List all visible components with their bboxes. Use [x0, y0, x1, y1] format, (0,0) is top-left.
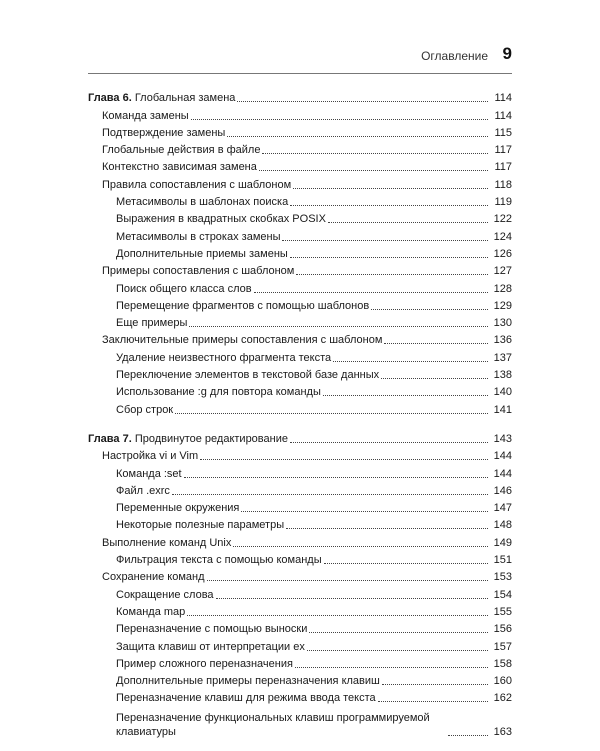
dot-leader: [290, 257, 488, 258]
dot-leader: [262, 153, 488, 154]
dot-leader: [323, 395, 488, 396]
toc-entry-title: Сохранение команд: [102, 571, 205, 584]
toc-entry-title: Некоторые полезные параметры: [116, 519, 285, 532]
toc-page-number: 130: [493, 317, 512, 330]
toc-page-number: 149: [493, 536, 512, 549]
dot-leader: [172, 494, 488, 495]
dot-leader: [254, 292, 488, 293]
dot-leader: [328, 222, 488, 223]
toc-entry-title: Пример сложного переназначения: [116, 657, 293, 670]
dot-leader: [290, 205, 488, 206]
toc-entry[interactable]: [88, 244, 512, 261]
toc-page-number: 155: [493, 605, 512, 618]
dot-leader: [448, 735, 488, 736]
toc-entry-title: Использование :g для повтора команды: [116, 386, 321, 399]
toc-page-number: 144: [493, 450, 512, 463]
toc-chapter: [88, 88, 512, 417]
toc-entry-title: Глобальные действия в файле: [102, 144, 261, 157]
dot-leader: [286, 528, 488, 529]
toc-entry-title: Дополнительные приемы замены: [116, 247, 288, 260]
toc-chapter-title: [88, 433, 288, 446]
toc-entry[interactable]: [88, 399, 512, 416]
toc-page-number: 114: [494, 92, 512, 105]
toc-entry-title: Подтверждение замены: [102, 126, 226, 139]
toc-page-number: 162: [493, 692, 512, 705]
dot-leader: [184, 477, 488, 478]
toc-entry[interactable]: [88, 261, 512, 278]
page-number: 9: [502, 44, 512, 63]
dot-leader: [191, 119, 488, 120]
header-divider: [88, 73, 512, 74]
dot-leader: [307, 650, 488, 651]
running-header-title: Оглавление: [421, 49, 488, 63]
toc-entry-title: Сокращение слова: [116, 588, 214, 601]
toc-page-number: 156: [493, 623, 512, 636]
toc-entry-title: Переменные окружения: [116, 502, 240, 515]
toc-page-number: 140: [493, 386, 512, 399]
dot-leader: [371, 309, 488, 310]
toc-chapter-heading[interactable]: [88, 429, 512, 446]
toc-page-number: 117: [494, 161, 512, 174]
dot-leader: [237, 101, 488, 102]
toc-entry-title: Выражения в квадратных скобках POSIX: [116, 213, 326, 226]
toc-entry[interactable]: [88, 550, 512, 567]
dot-leader: [175, 413, 488, 414]
toc-entry-title: Дополнительные примеры переназначения клавиш: [116, 675, 380, 688]
toc-entry-title: Заключительные примеры сопоставления с шаблоном: [102, 334, 383, 347]
toc-page-number: 126: [493, 247, 512, 260]
toc-page-number: 148: [493, 519, 512, 532]
toc-page-number: 147: [493, 502, 512, 515]
toc-entry[interactable]: [88, 192, 512, 209]
toc-page-number: 114: [494, 109, 512, 122]
toc-entry-title: Перемещение фрагментов с помощью шаблонов: [116, 299, 370, 312]
toc-entry[interactable]: [88, 463, 512, 480]
toc-entry[interactable]: [88, 584, 512, 601]
toc-page-number: 115: [494, 126, 512, 139]
toc-chapter-prefix: Глава 6.: [88, 92, 132, 105]
dot-leader: [384, 343, 488, 344]
toc-entry-title: Выполнение команд Unix: [102, 536, 232, 549]
dot-leader: [282, 240, 488, 241]
dot-leader: [259, 170, 488, 171]
toc-entry-title: Правила сопоставления с шаблоном: [102, 178, 292, 191]
dot-leader: [295, 667, 488, 668]
toc-entry[interactable]: [88, 688, 512, 705]
toc-page-number: 128: [493, 282, 512, 295]
toc-page-number: 146: [493, 484, 512, 497]
toc-page-number: 129: [493, 299, 512, 312]
dot-leader: [207, 580, 489, 581]
toc-entry-title: Фильтрация текста с помощью команды: [116, 554, 322, 567]
toc-entry-title: Переключение элементов в текстовой базе данных: [116, 369, 380, 382]
toc-entry[interactable]: [88, 671, 512, 688]
dot-leader: [381, 378, 488, 379]
dot-leader: [333, 361, 488, 362]
toc-entry[interactable]: [88, 602, 512, 619]
toc-page-number: 124: [493, 230, 512, 243]
dot-leader: [324, 563, 488, 564]
toc-entry[interactable]: [88, 105, 512, 122]
dot-leader: [382, 684, 488, 685]
toc-page-number: 141: [493, 403, 512, 416]
dot-leader: [227, 136, 488, 137]
toc-entry[interactable]: [88, 446, 512, 463]
toc-entry[interactable]: [88, 226, 512, 243]
toc-page-number: 160: [493, 675, 512, 688]
toc-entry[interactable]: [88, 157, 512, 174]
toc-page-number: 163: [493, 726, 512, 739]
running-header: [88, 44, 512, 70]
toc-entry-title: Команда :set: [116, 467, 182, 480]
toc-entry-title: Переназначение клавиш для режима ввода текста: [116, 692, 376, 705]
toc-page-number: 158: [493, 657, 512, 670]
toc-entry[interactable]: [88, 654, 512, 671]
dot-leader: [296, 274, 488, 275]
dot-leader: [189, 326, 488, 327]
toc-entry-title: Команда замены: [102, 109, 189, 122]
toc-entry[interactable]: [88, 619, 512, 636]
toc-entry-title: Переназначение функциональных клавиш программируемой клавиатуры: [116, 712, 430, 739]
toc-entry-title: Переназначение с помощью выноски: [116, 623, 308, 636]
dot-leader: [378, 701, 488, 702]
toc-page-number: 144: [493, 467, 512, 480]
toc-page-number: 138: [493, 369, 512, 382]
dot-leader: [290, 442, 488, 443]
toc-chapter-title: [88, 92, 235, 105]
toc-entry[interactable]: [88, 140, 512, 157]
toc-entry[interactable]: [88, 330, 512, 347]
toc-entry-title: Поиск общего класса слов: [116, 282, 252, 295]
toc-entry[interactable]: [88, 636, 512, 653]
toc-entry[interactable]: [88, 123, 512, 140]
dot-leader: [309, 632, 488, 633]
dot-leader: [241, 511, 488, 512]
dot-leader: [233, 546, 488, 547]
toc-page-number: 119: [494, 196, 512, 209]
toc-entry-title: Сбор строк: [116, 403, 174, 416]
toc-page-number: 122: [493, 213, 512, 226]
toc-entry[interactable]: [88, 498, 512, 515]
dot-leader: [293, 188, 488, 189]
toc-entry-title: Еще примеры: [116, 317, 188, 330]
toc-chapter: [88, 429, 512, 740]
toc-entry[interactable]: [88, 705, 512, 739]
dot-leader: [200, 459, 488, 460]
dot-leader: [216, 598, 488, 599]
toc-entry-title: Метасимволы в шаблонах поиска: [116, 196, 289, 209]
toc-chapter-heading[interactable]: [88, 88, 512, 105]
toc-entry-title: Контекстно зависимая замена: [102, 161, 257, 174]
toc-entry-title: Защита клавиш от интерпретации ex: [116, 640, 305, 653]
toc-page-number: 154: [493, 588, 512, 601]
table-of-contents: [88, 88, 512, 751]
toc-entry[interactable]: [88, 278, 512, 295]
toc-entry[interactable]: [88, 347, 512, 364]
toc-entry[interactable]: [88, 174, 512, 191]
toc-entry[interactable]: [88, 515, 512, 532]
toc-entry[interactable]: [88, 209, 512, 226]
toc-chapter-name: Глобальная замена: [134, 92, 236, 105]
toc-entry[interactable]: [88, 567, 512, 584]
toc-page-number: 153: [493, 571, 512, 584]
toc-entry[interactable]: [88, 481, 512, 498]
toc-page-number: 117: [494, 144, 512, 157]
toc-page-number: 136: [493, 334, 512, 347]
toc-page-number: 157: [493, 640, 512, 653]
toc-page-number: 137: [493, 351, 512, 364]
toc-entry-title: Файл .exrc: [116, 484, 170, 497]
toc-chapter-name: Продвинутое редактирование: [134, 432, 288, 445]
toc-entry[interactable]: [88, 296, 512, 313]
toc-chapter-prefix: Глава 7.: [88, 432, 132, 445]
toc-entry-title: Примеры сопоставления с шаблоном: [102, 265, 295, 278]
toc-entry-title: Удаление неизвестного фрагмента текста: [116, 351, 332, 364]
dot-leader: [187, 615, 488, 616]
toc-entry-title: Настройка vi и Vim: [102, 450, 199, 463]
toc-entry[interactable]: [88, 532, 512, 549]
toc-page-number: 127: [493, 265, 512, 278]
toc-entry[interactable]: [88, 365, 512, 382]
toc-entry-title: Команда map: [116, 605, 186, 618]
toc-entry[interactable]: [88, 382, 512, 399]
toc-entry[interactable]: [88, 313, 512, 330]
toc-page-number: 143: [493, 432, 512, 445]
toc-page-number: 151: [493, 554, 512, 567]
toc-page-number: 118: [494, 178, 512, 191]
toc-entry-title: Метасимволы в строках замены: [116, 230, 281, 243]
